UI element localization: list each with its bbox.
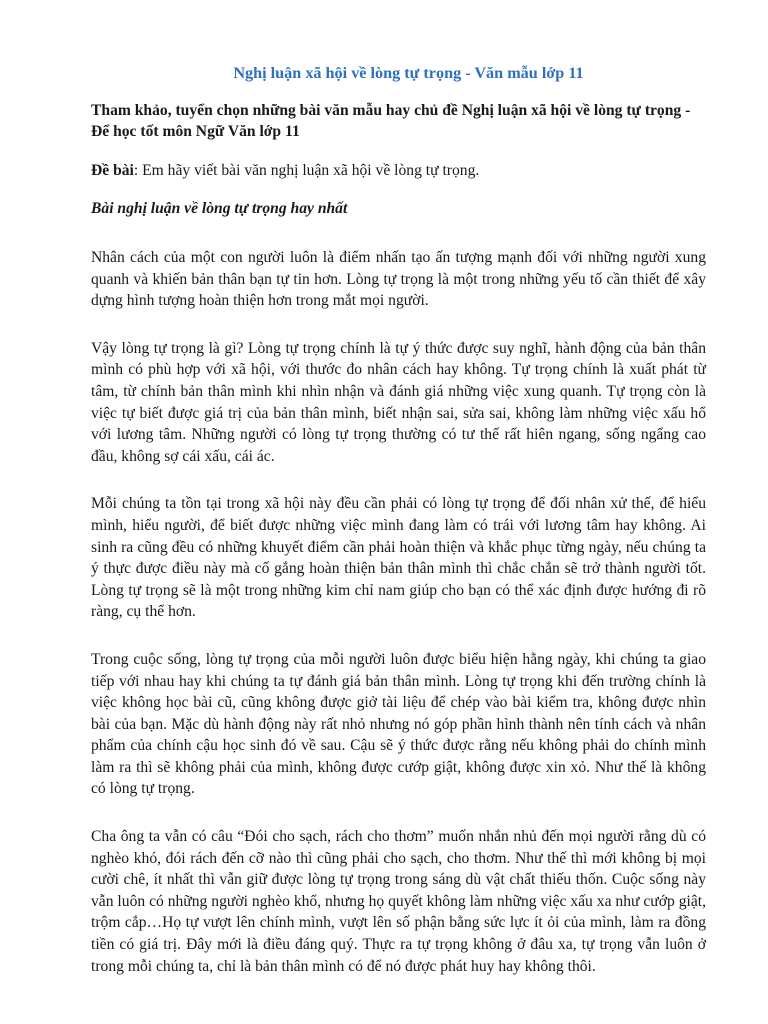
paragraph: Mỗi chúng ta tồn tại trong xã hội này đều cần phải có lòng tự trọng để đối nhân xử thế, để hiểu mình, hiểu người, để biết được những việc mình đang làm có trái với lương tâm hay không. Ai sinh ra cũng đều có những khuyết điểm cần phải hoàn thiện và khắc phục từng ngày, nếu chúng ta ý thực được điều này mà cố gắng hoàn thiện bản thân mình thì chắc chắn sẽ trở thành người tốt. Lòng tự trọng sẽ là một trong những kim chỉ nam giúp cho bạn có thể xác định được hướng đi rõ ràng, cụ thể hơn.	[91, 495, 706, 621]
task-label: Đề bài	[91, 162, 134, 179]
paragraph: Cha ông ta vẫn có câu “Đói cho sạch, rách cho thơm” muốn nhắn nhủ đến mọi người rằng dù có nghèo khó, đói rách đến cỡ nào thì cũng phải cho sạch, cho thơm. Như thế thì mới không bị mọi cười chê, ít nhất thì vẫn giữ được lòng tự trọng trong sáng dù vật chất thiếu thốn. Cuộc sống này vẫn luôn có những người nghèo khổ, nhưng họ quyết không làm những việc xấu xa như cướp giật, trộm cắp…Họ tự vượt lên chính mình, vượt lên số phận bằng sức lực ít ỏi của mình, làm ra đồng tiền có giá trị. Đây mới là điều đáng quý. Thực ra tự trọng không ở đâu xa, tự trọng vẫn luôn ở trong mỗi chúng ta, chỉ là bản thân mình có để nó được phát huy hay không thôi.	[91, 828, 706, 975]
task-text: : Em hãy viết bài văn nghị luận xã hội về lòng tự trọng.	[133, 162, 480, 179]
task-statement	[91, 160, 706, 181]
paragraph: Vậy lòng tự trọng là gì? Lòng tự trọng chính là tự ý thức được suy nghĩ, hành động của bản thân mình có phù hợp với xã hội, với thước đo nhân cách hay không. Tự trọng chính là xuất phát từ tâm, từ chính bản thân mình khi nhìn nhận và đánh giá những việc xung quanh. Tự trọng còn là việc tự biết được giá trị của bản thân mình, biết nhận sai, sửa sai, không làm những việc xấu hổ với lương tâm. Những người có lòng tự trọng thường có tư thế rất hiên ngang, sống ngẩng cao đầu, không sợ cái xấu, cái ác.	[91, 339, 706, 465]
paragraph: Nhân cách của một con người luôn là điểm nhấn tạo ấn tượng mạnh đối với những người xung quanh và khiến bản thân bạn tự tin hơn. Lòng tự trọng là một trong những yếu tố cần thiết để xây dựng hình tượng hoàn thiện hơn trong mắt mọi người.	[91, 249, 706, 310]
paragraph: Trong cuộc sống, lòng tự trọng của mỗi người luôn được biểu hiện hằng ngày, khi chúng ta giao tiếp với nhau hay khi chúng ta tự đánh giá bản thân mình. Lòng tự trọng khi đến trường chính là việc không học bài cũ, cũng không được giở tài liệu để chép vào bài kiểm tra, không được nhìn bài của bạn. Mặc dù hành động này rất nhỏ nhưng nó góp phần hình thành nên tính cách và nhân phẩm của chính cậu học sinh đó về sau. Cậu sẽ ý thức được rằng nếu không phải do chính mình làm ra thì sẽ không phải của mình, không được cướp giật, không được xin xỏ. Như thế là không có lòng tự trọng.	[91, 650, 706, 798]
document-title: Nghị luận xã hội về lòng tự trọng - Văn mẫu lớp 11	[233, 64, 584, 82]
essay-subheading: Bài nghị luận về lòng tự trọng hay nhất	[91, 200, 348, 217]
intro-text: Tham khảo, tuyển chọn những bài văn mẫu hay chủ đề Nghị luận xã hội về lòng tự trọng - Để học tốt môn Ngữ Văn lớp 11	[91, 102, 691, 140]
